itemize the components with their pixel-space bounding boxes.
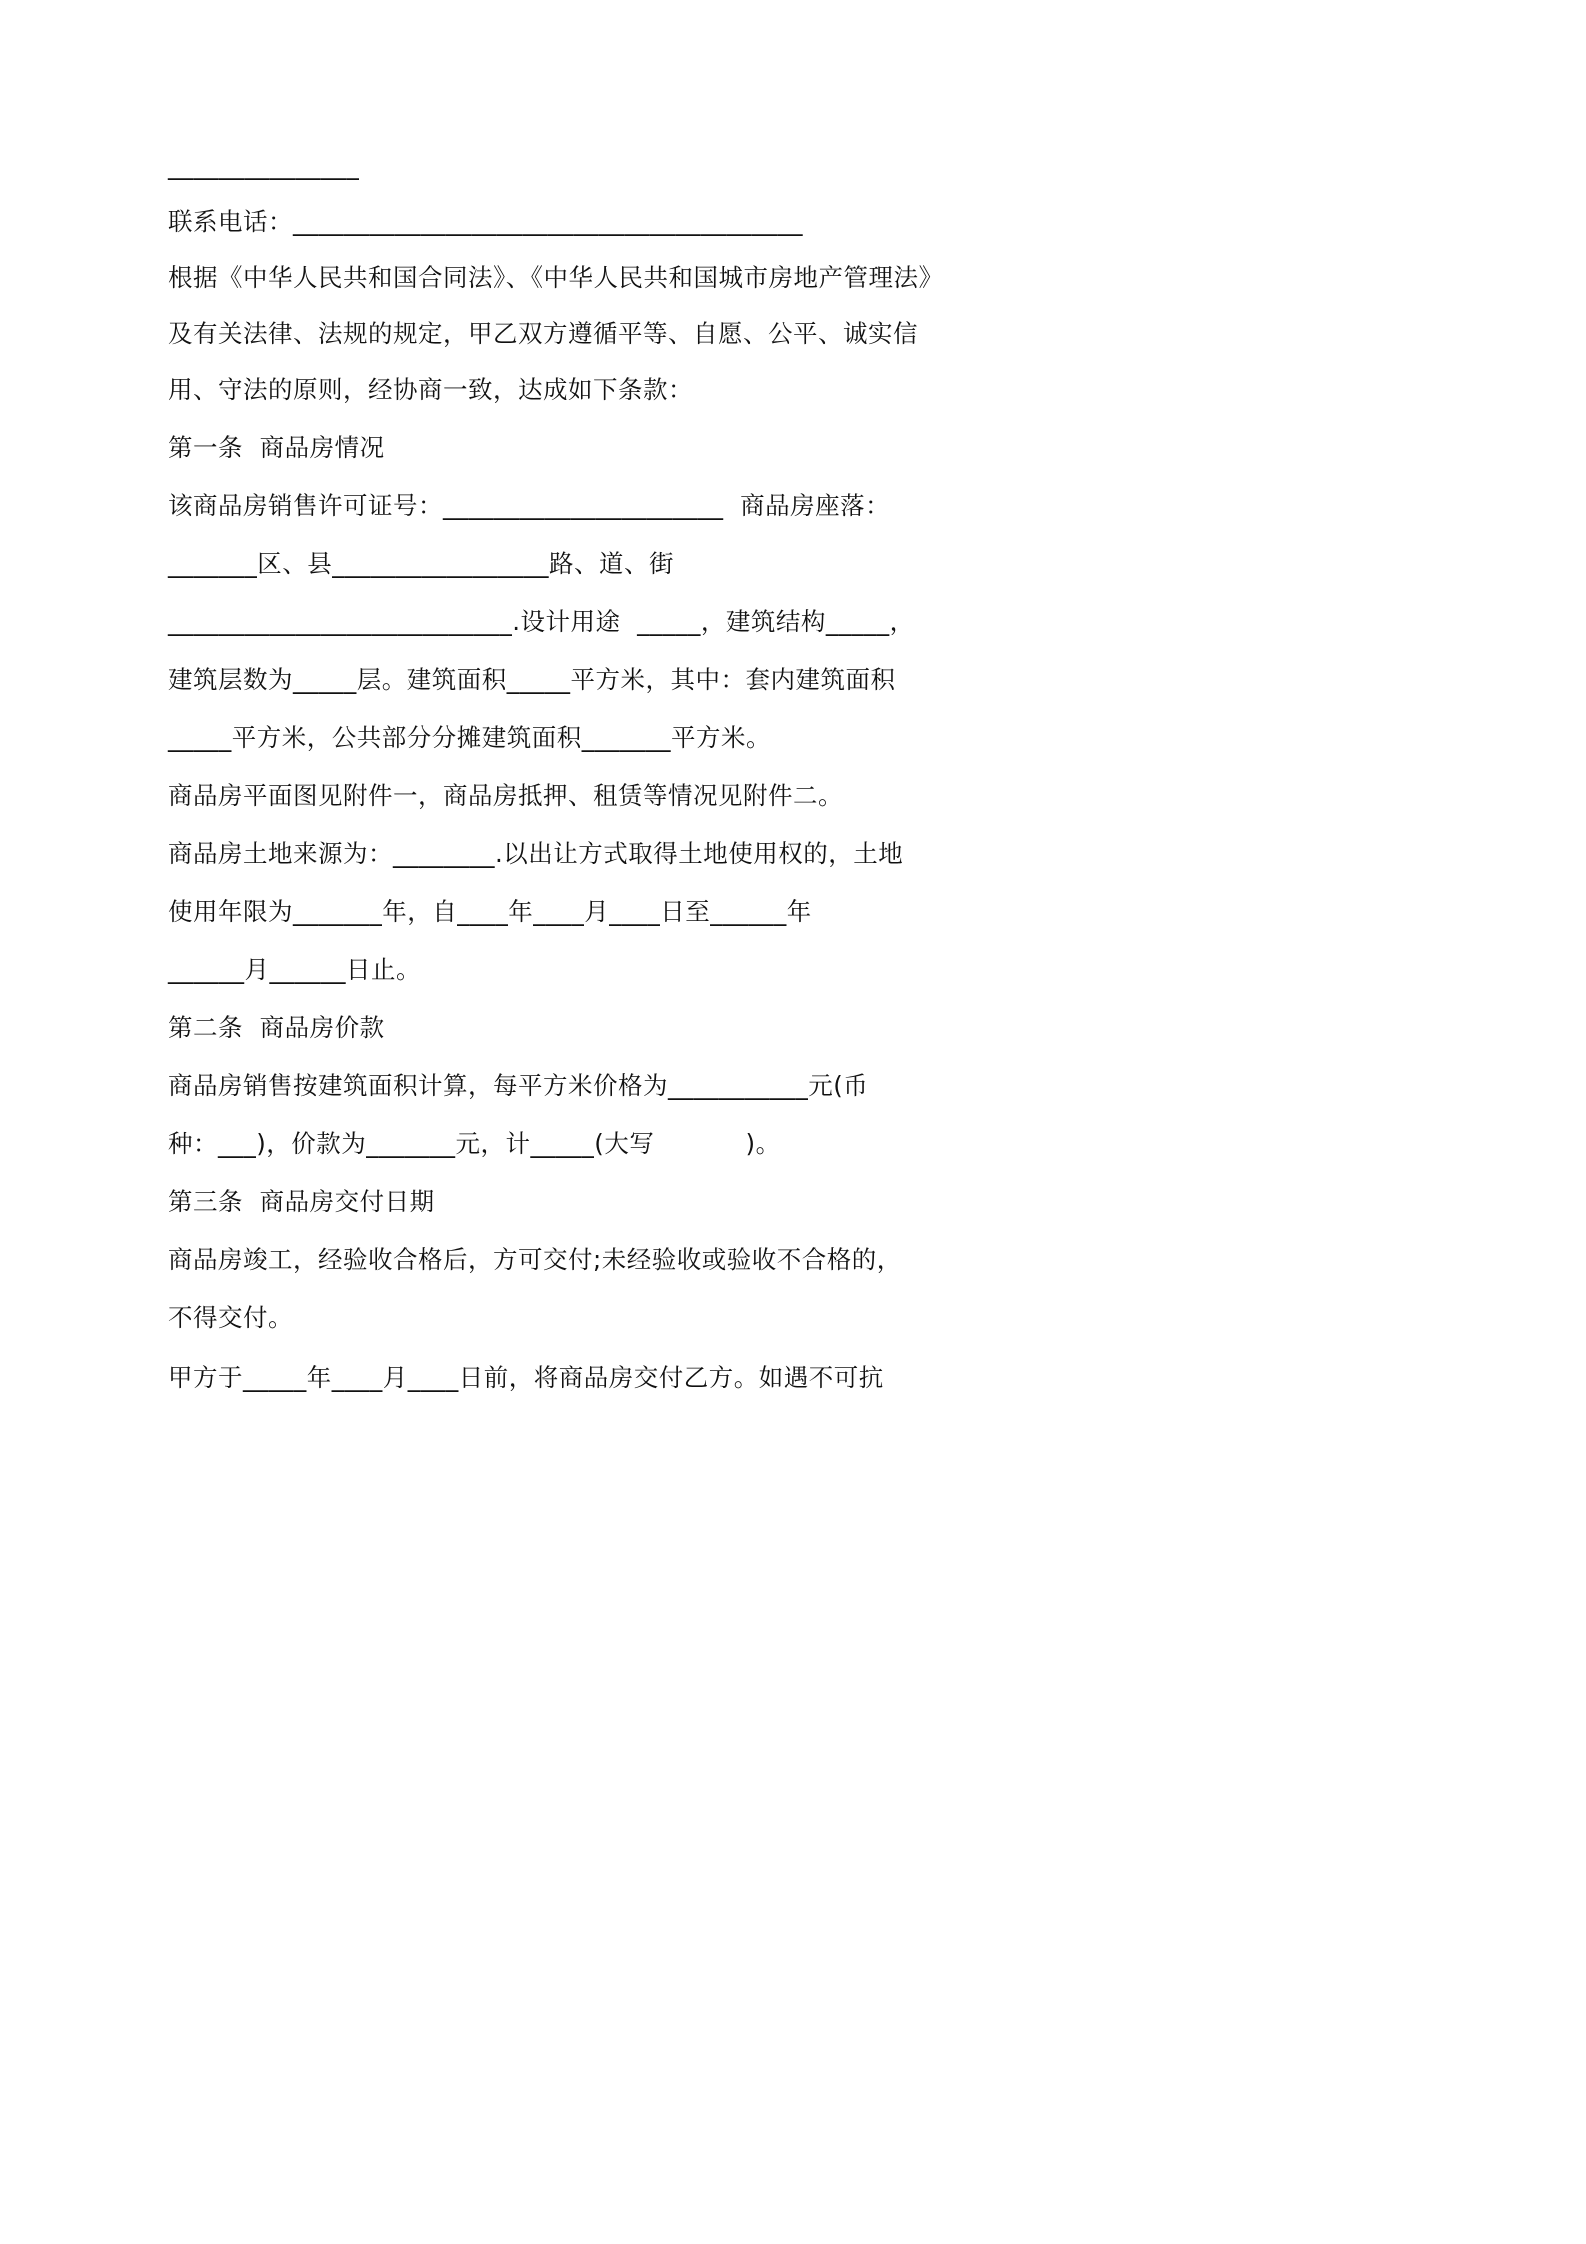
article-3-line-3: 甲方于_____年____月____日前，将商品房交付乙方。如遇不可抗: [168, 1363, 884, 1392]
article-3-heading: 第三条 商品房交付日期: [168, 1187, 435, 1216]
article-1-line-3: ___________________________.设计用途 _____，建筑结构_____，: [168, 607, 915, 636]
article-1-line-7: 商品房土地来源为：________.以出让方式取得土地使用权的，土地: [168, 839, 904, 868]
article-2-heading: 第二条 商品房价款: [168, 1013, 385, 1042]
article-3-line-1: 商品房竣工，经验收合格后，方可交付;未经验收或验收不合格的，: [168, 1245, 902, 1274]
article-1-line-2: _______区、县_________________路、道、街: [168, 549, 674, 578]
article-1-line-9: ______月______日止。: [168, 955, 421, 984]
preamble-line-3: 用、守法的原则，经协商一致，达成如下条款：: [168, 375, 693, 404]
contact-phone-line: 联系电话：________________________________________: [168, 207, 803, 236]
article-1-line-1: 该商品房销售许可证号：______________________ 商品房座落：: [168, 491, 891, 520]
preamble-line-1: 根据《中华人民共和国合同法》、《中华人民共和国城市房地产管理法》: [168, 263, 944, 292]
preamble-line-2: 及有关法律、法规的规定，甲乙双方遵循平等、自愿、公平、诚实信: [168, 319, 918, 348]
document-page: [0, 0, 1100, 1556]
article-2-line-1: 商品房销售按建筑面积计算，每平方米价格为___________元(币: [168, 1071, 869, 1100]
article-1-line-6: 商品房平面图见附件一，商品房抵押、租赁等情况见附件二。: [168, 781, 843, 810]
article-3-line-2: 不得交付。: [168, 1303, 293, 1332]
article-1-line-4: 建筑层数为_____层。建筑面积_____平方米，其中：套内建筑面积: [168, 665, 896, 694]
article-2-line-2: 种：___)，价款为_______元，计_____(大写 )。: [168, 1129, 781, 1158]
article-1-line-8: 使用年限为_______年，自____年____月____日至______年: [168, 897, 812, 926]
article-1-line-5: _____平方米，公共部分分摊建筑面积_______平方米。: [168, 723, 771, 752]
article-1-heading: 第一条 商品房情况: [168, 433, 385, 462]
signature-blank-line: _______________: [168, 151, 360, 180]
